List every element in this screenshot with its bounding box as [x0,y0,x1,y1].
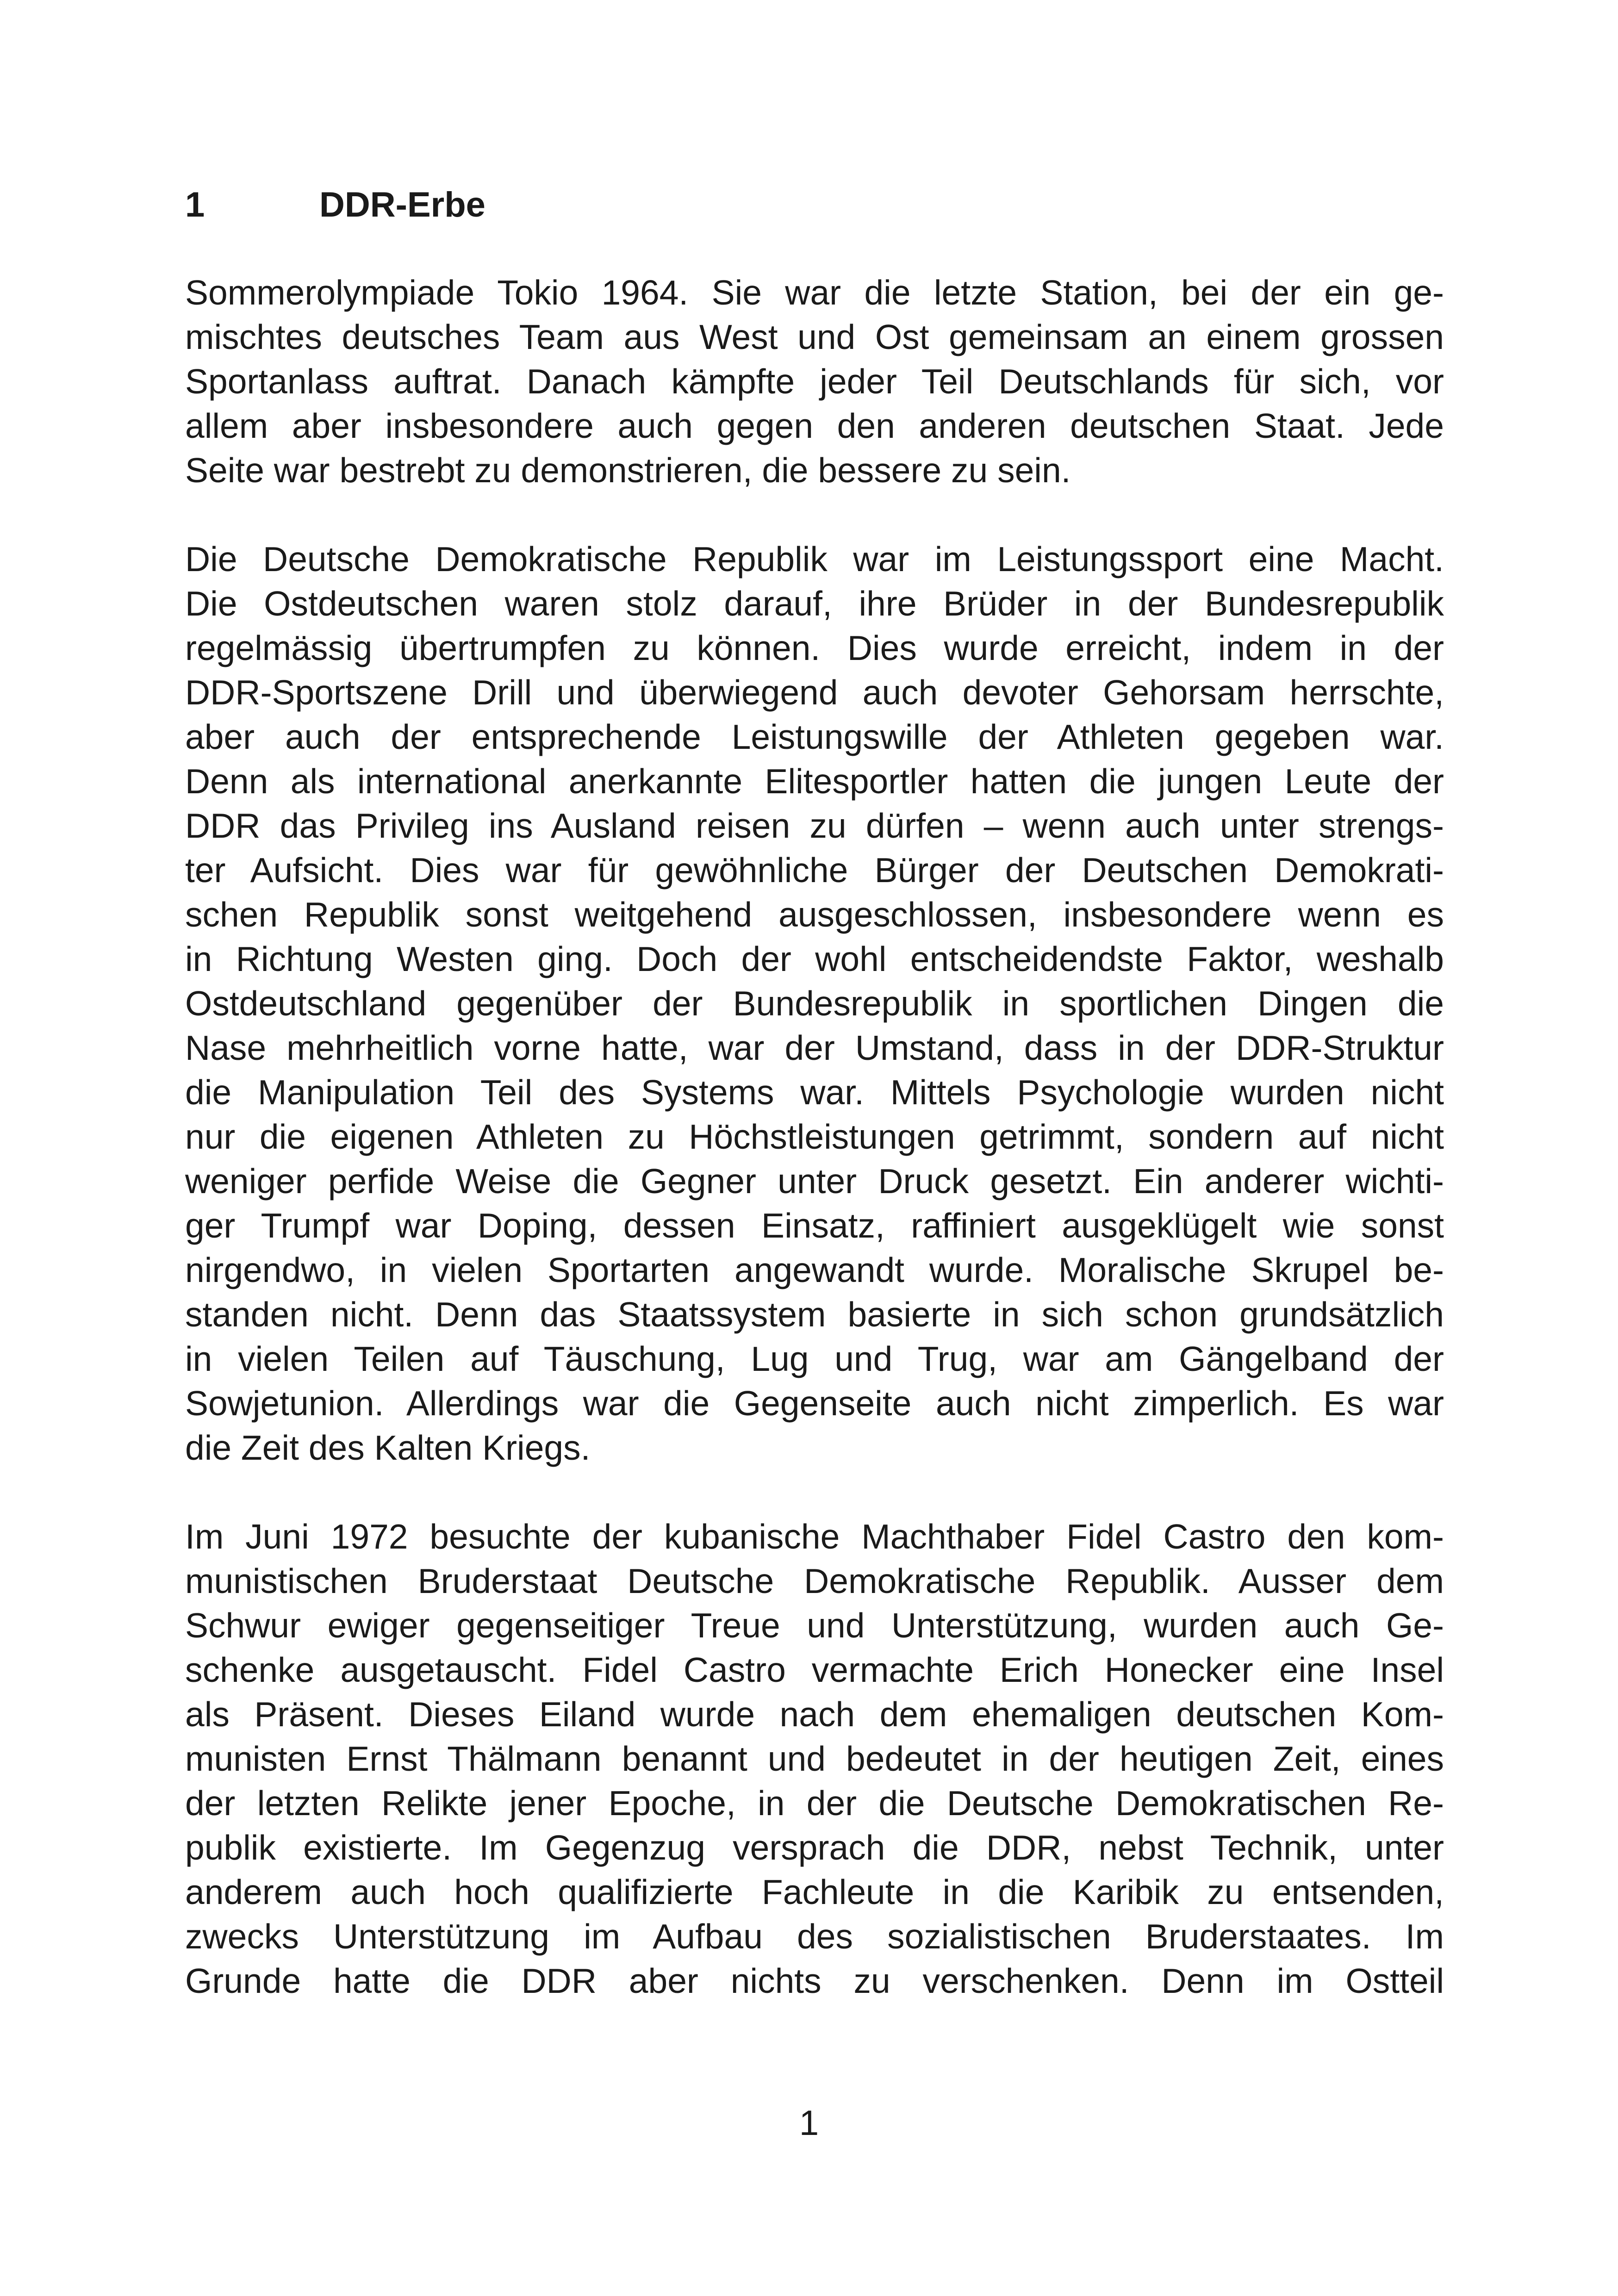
text-line: die Manipulation Teil des Systems war. Mittels Psychologie wurden nicht [185,1073,1444,1112]
text-line: aber auch der entsprechende Leistungswille der Athleten gegeben war. [185,717,1444,756]
text-line: schenke ausgetauscht. Fidel Castro vermachte Erich Honecker eine Insel [185,1650,1444,1689]
text-line: Grunde hatte die DDR aber nichts zu verschenken. Denn im Ostteil [185,1961,1444,2000]
text-line: ter Aufsicht. Dies war für gewöhnliche Bürger der Deutschen Demokrati- [185,851,1444,890]
text-line: munistischen Bruderstaat Deutsche Demokratische Republik. Ausser dem [185,1562,1444,1600]
text-line: weniger perfide Weise die Gegner unter Druck gesetzt. Ein anderer wichti- [185,1162,1444,1201]
page-number: 1 [799,2103,819,2143]
text-line: Denn als international anerkannte Elitesportler hatten die jungen Leute der [185,762,1444,801]
paragraph [185,1514,1444,2003]
text-line: anderem auch hoch qualifizierte Fachleute in die Karibik zu entsenden, [185,1873,1444,1911]
text-line: schen Republik sonst weitgehend ausgeschlossen, insbesondere wenn es [185,895,1444,934]
text-line: Die Deutsche Demokratische Republik war im Leistungssport eine Macht. [185,540,1444,579]
body-text [185,270,1444,2003]
text-line: Sowjetunion. Allerdings war die Gegenseite auch nicht zimperlich. Es war [185,1384,1444,1423]
text-line: publik existierte. Im Gegenzug versprach die DDR, nebst Technik, unter [185,1828,1444,1867]
text-line: in vielen Teilen auf Täuschung, Lug und Trug, war am Gängelband der [185,1339,1444,1378]
text-line: standen nicht. Denn das Staatssystem basierte in sich schon grundsätzlich [185,1295,1444,1334]
chapter-number: 1 [185,185,205,224]
text-line: nirgendwo, in vielen Sportarten angewandt wurde. Moralische Skrupel be- [185,1251,1444,1289]
text-line: Ostdeutschland gegenüber der Bundesrepublik in sportlichen Dingen die [185,984,1444,1023]
text-line: Seite war bestrebt zu demonstrieren, die bessere zu sein. [185,451,1071,490]
text-line: in Richtung Westen ging. Doch der wohl entscheidendste Faktor, weshalb [185,940,1444,978]
text-line: munisten Ernst Thälmann benannt und bedeutet in der heutigen Zeit, eines [185,1739,1444,1778]
text-line: DDR-Sportszene Drill und überwiegend auch devoter Gehorsam herrschte, [185,673,1444,712]
paragraph-gap [185,492,1444,537]
text-line: regelmässig übertrumpfen zu können. Dies wurde erreicht, indem in der [185,628,1444,667]
text-line: der letzten Relikte jener Epoche, in der die Deutsche Demokratischen Re- [185,1784,1444,1823]
text-line: mischtes deutsches Team aus West und Ost gemeinsam an einem grossen [185,317,1444,356]
text-line: Im Juni 1972 besuchte der kubanische Machthaber Fidel Castro den kom- [185,1517,1444,1556]
chapter-title: DDR-Erbe [319,185,485,224]
text-line: zwecks Unterstützung im Aufbau des sozialistischen Bruderstaates. Im [185,1917,1444,1956]
text-line: ger Trumpf war Doping, dessen Einsatz, raffiniert ausgeklügelt wie sonst [185,1206,1444,1245]
paragraph [185,270,1444,492]
text-line: als Präsent. Dieses Eiland wurde nach dem ehemaligen deutschen Kom- [185,1695,1444,1734]
text-line: Die Ostdeutschen waren stolz darauf, ihre Brüder in der Bundesrepublik [185,584,1444,623]
text-line: Sportanlass auftrat. Danach kämpfte jeder Teil Deutschlands für sich, vor [185,362,1444,401]
text-line: Nase mehrheitlich vorne hatte, war der Umstand, dass in der DDR-Struktur [185,1028,1444,1067]
text-line: Schwur ewiger gegenseitiger Treue und Unterstützung, wurden auch Ge- [185,1606,1444,1645]
text-line: nur die eigenen Athleten zu Höchstleistungen getrimmt, sondern auf nicht [185,1117,1444,1156]
text-line: DDR das Privileg ins Ausland reisen zu dürfen – wenn auch unter strengs- [185,806,1444,845]
chapter-heading [185,183,1444,227]
paragraph-gap [185,1470,1444,1514]
text-line: Sommerolympiade Tokio 1964. Sie war die letzte Station, bei der ein ge- [185,273,1444,312]
paragraph [185,537,1444,1470]
text-line: allem aber insbesondere auch gegen den anderen deutschen Staat. Jede [185,406,1444,445]
text-line: die Zeit des Kalten Kriegs. [185,1428,591,1467]
